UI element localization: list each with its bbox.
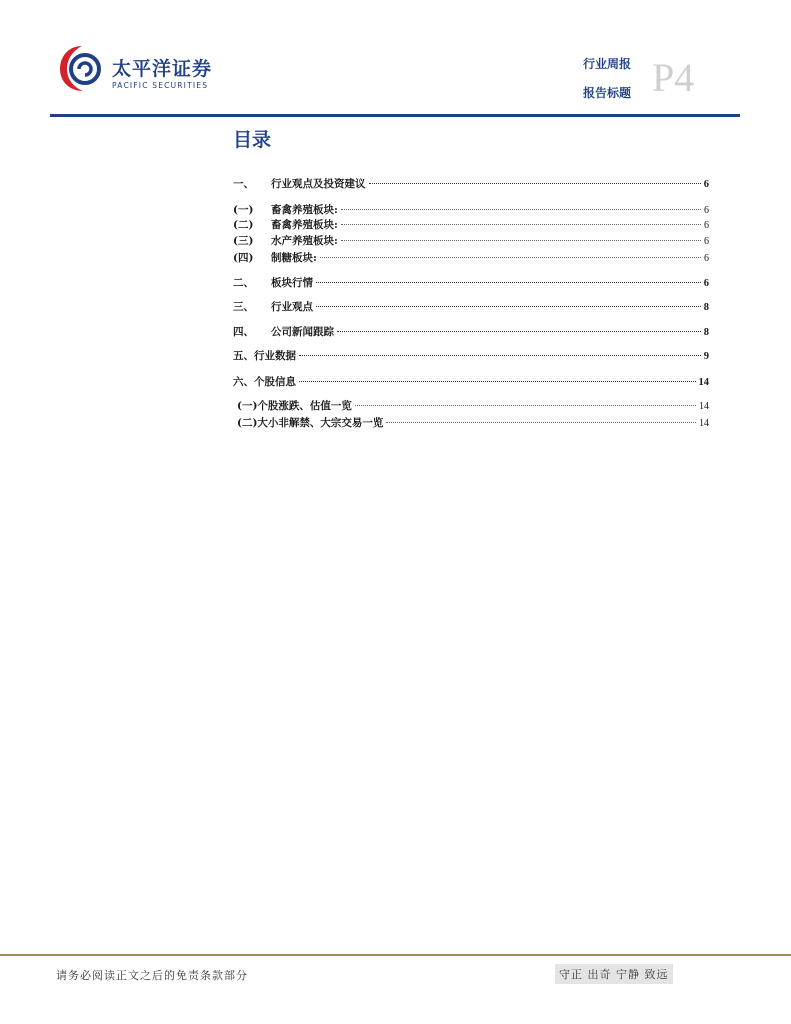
toc-leader-dots	[341, 224, 701, 225]
toc-entry[interactable]	[233, 299, 709, 314]
toc-entry[interactable]	[237, 415, 709, 430]
toc-leader-dots	[299, 355, 701, 356]
toc-entry-number: 二、	[233, 277, 254, 289]
toc-entry[interactable]	[233, 233, 709, 248]
toc-entry[interactable]	[233, 374, 709, 389]
toc-entry-page: 6	[704, 220, 709, 231]
page-number: P4	[652, 55, 695, 100]
toc-entry-text: 公司新闻跟踪	[271, 326, 334, 338]
toc-leader-dots	[341, 209, 701, 210]
toc-entry-text: 畜禽养殖板块:	[271, 219, 338, 231]
toc-entry-text: (二)大小非解禁、大宗交易一览	[237, 417, 384, 429]
toc-entry-page: 14	[699, 401, 709, 412]
toc-entry-text: 六、个股信息	[233, 376, 296, 388]
toc-entry-text: 行业观点	[271, 301, 313, 313]
toc-entry-text: (一)个股涨跌、估值一览	[237, 400, 352, 412]
toc-entry-text: 制糖板块:	[271, 252, 317, 264]
toc-entry-text: 水产养殖板块:	[271, 235, 338, 247]
toc-entry[interactable]	[233, 217, 709, 232]
report-type: 行业周报	[583, 57, 632, 71]
toc-entry-text: 五、行业数据	[233, 350, 296, 362]
footer-divider	[0, 954, 791, 956]
toc-entry[interactable]	[233, 275, 709, 290]
toc-entry-page: 6	[703, 179, 709, 190]
toc-entry-page: 8	[703, 302, 709, 313]
toc-leader-dots	[369, 183, 701, 184]
company-logo	[56, 42, 213, 92]
toc-entry-page: 8	[703, 327, 709, 338]
toc-entry-page: 6	[703, 278, 709, 289]
company-name-cn: 太平洋证券	[112, 58, 213, 80]
toc-leader-dots	[299, 381, 696, 382]
toc-entry[interactable]	[233, 202, 709, 217]
toc-entry-number: (三)	[233, 235, 254, 247]
toc-entry-number: 三、	[233, 301, 254, 313]
toc-entry-number: (四)	[233, 252, 254, 264]
toc-leader-dots	[341, 240, 701, 241]
toc-entry-page: 6	[704, 205, 709, 216]
toc-entry-number: (二)	[233, 219, 254, 231]
toc-heading: 目录	[233, 129, 272, 151]
toc-leader-dots	[316, 282, 701, 283]
footer-disclaimer: 请务必阅读正文之后的免责条款部分	[56, 969, 248, 982]
toc-entry[interactable]	[233, 348, 709, 363]
toc-leader-dots	[316, 306, 701, 307]
toc-entry-page: 6	[704, 253, 709, 264]
toc-entry[interactable]	[237, 398, 709, 413]
toc-entry-page: 6	[704, 236, 709, 247]
pacific-logo-icon	[56, 42, 108, 94]
toc-entry-number: (一)	[233, 204, 254, 216]
report-title: 报告标题	[583, 86, 632, 100]
toc-entry-page: 9	[703, 351, 709, 362]
toc-entry-number: 一、	[233, 178, 254, 190]
company-name-en: PACIFIC SECURITIES	[112, 81, 209, 90]
toc-entry[interactable]	[233, 250, 709, 265]
toc-entry[interactable]	[233, 324, 709, 339]
toc-entry-text: 畜禽养殖板块:	[271, 204, 338, 216]
toc-leader-dots	[386, 422, 696, 423]
toc-leader-dots	[355, 405, 696, 406]
footer-motto: 守正 出奇 宁静 致远	[555, 964, 673, 984]
toc-leader-dots	[320, 257, 701, 258]
toc-entry-number: 四、	[233, 326, 254, 338]
toc-entry-text: 行业观点及投资建议	[271, 178, 366, 190]
header-divider	[50, 114, 740, 117]
toc-entry-page: 14	[699, 418, 709, 429]
toc-leader-dots	[337, 331, 701, 332]
toc-entry-page: 14	[698, 377, 709, 388]
toc-entry-text: 板块行情	[271, 277, 313, 289]
toc-entry[interactable]	[233, 176, 709, 191]
